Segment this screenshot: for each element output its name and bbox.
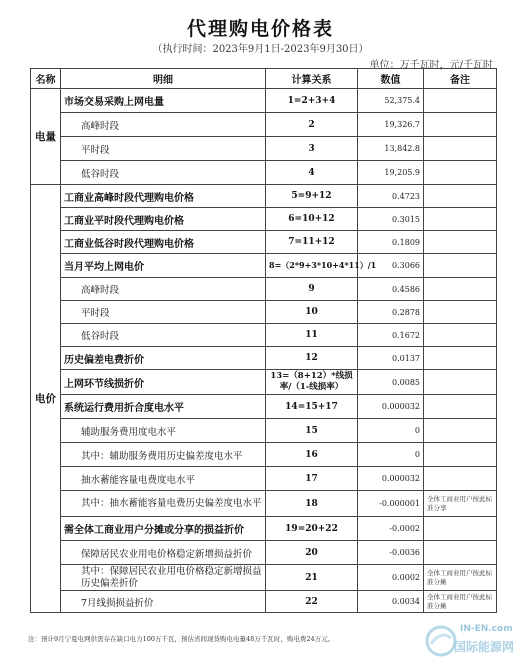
- row-note: [424, 370, 497, 395]
- row-formula: 17: [266, 467, 358, 491]
- header-value: 数值: [358, 69, 424, 89]
- row-value: 19,205.9: [358, 161, 424, 185]
- row-formula: 11: [266, 324, 358, 347]
- row-detail: 市场交易采购上网电量: [61, 89, 266, 113]
- row-formula: 6=10+12: [266, 208, 358, 231]
- row-value: 0.0034: [358, 591, 424, 613]
- globe-icon: [424, 624, 458, 658]
- row-value: -0.0002: [358, 517, 424, 541]
- table-row: [31, 517, 497, 541]
- row-value: 0.0137: [358, 347, 424, 370]
- table-row: [31, 113, 497, 137]
- table-row: [31, 443, 497, 467]
- table-row: [31, 467, 497, 491]
- row-detail: 其中：保障居民农业用电价格稳定新增损益历史偏差折价: [61, 565, 266, 591]
- row-note: 全体工商业用户按此标准分摊: [424, 591, 497, 613]
- row-note: [424, 443, 497, 467]
- footnote: 注：预计9月宁夏电网供需存在缺口电力100万千瓦，预估省间现货购电电量48万千瓦时，购电费24万元。: [28, 635, 335, 643]
- row-note: [424, 185, 497, 208]
- row-note: [424, 254, 497, 278]
- row-detail: 需全体工商业用户分摊或分享的损益折价: [61, 517, 266, 541]
- row-formula: 9: [266, 278, 358, 301]
- row-note: [424, 541, 497, 565]
- row-note: 全体工商业用户按此标准分摊: [424, 565, 497, 591]
- row-note: [424, 395, 497, 419]
- row-detail: 辅助服务费用度电水平: [61, 419, 266, 443]
- row-value: 0.0002: [358, 565, 424, 591]
- table-row: [31, 347, 497, 370]
- row-formula: 12: [266, 347, 358, 370]
- header-formula: 计算关系: [266, 69, 358, 89]
- row-value: 0.000032: [358, 467, 424, 491]
- row-detail: 工商业高峰时段代理购电价格: [61, 185, 266, 208]
- group-label-electricity: 电量: [31, 89, 61, 185]
- row-note: [424, 137, 497, 161]
- row-detail: 抽水蓄能容量电费度电水平: [61, 467, 266, 491]
- row-formula: 4: [266, 161, 358, 185]
- row-note: [424, 301, 497, 324]
- row-detail: 历史偏差电费折价: [61, 347, 266, 370]
- table-row: [31, 301, 497, 324]
- row-formula: 2: [266, 113, 358, 137]
- row-detail: 保障居民农业用电价格稳定新增损益折价: [61, 541, 266, 565]
- table-row: [31, 541, 497, 565]
- row-formula: 21: [266, 565, 358, 591]
- row-formula: 19=20+22: [266, 517, 358, 541]
- row-detail: 工商业平时段代理购电价格: [61, 208, 266, 231]
- row-value: 52,375.4: [358, 89, 424, 113]
- watermark-logo: [424, 618, 514, 664]
- row-note: [424, 278, 497, 301]
- row-note: [424, 419, 497, 443]
- row-value: 0.3015: [358, 208, 424, 231]
- row-value: 0.0085: [358, 370, 424, 395]
- table-row: [31, 395, 497, 419]
- header-detail: 明细: [61, 69, 266, 89]
- row-detail: 7月线损损益折价: [61, 591, 266, 613]
- row-detail: 工商业低谷时段代理购电价格: [61, 231, 266, 254]
- table-row: [31, 591, 497, 613]
- row-value: -0.000001: [358, 491, 424, 517]
- row-formula: 18: [266, 491, 358, 517]
- row-formula: 10: [266, 301, 358, 324]
- row-detail: 低谷时段: [61, 324, 266, 347]
- page-title: 代理购电价格表: [186, 18, 334, 40]
- table-row: [31, 324, 497, 347]
- table-header-row: [31, 69, 497, 89]
- row-note: [424, 231, 497, 254]
- row-detail: 上网环节线损折价: [61, 370, 266, 395]
- row-detail: 系统运行费用折合度电水平: [61, 395, 266, 419]
- table-row: [31, 254, 497, 278]
- row-formula: 1=2+3+4: [266, 89, 358, 113]
- row-detail: 平时段: [61, 137, 266, 161]
- row-formula: 20: [266, 541, 358, 565]
- row-value: 0: [358, 419, 424, 443]
- row-value: 19,326.7: [358, 113, 424, 137]
- row-note: [424, 467, 497, 491]
- row-value: 0: [358, 443, 424, 467]
- row-formula: 14=15+17: [266, 395, 358, 419]
- watermark-domain: IN-EN.com: [460, 624, 513, 634]
- table-row: [31, 185, 497, 208]
- table-row: [31, 278, 497, 301]
- row-detail: 其中：抽水蓄能容量电费历史偏差度电水平: [61, 491, 266, 517]
- table-row: [31, 370, 497, 395]
- row-detail: 高峰时段: [61, 113, 266, 137]
- row-formula: 3: [266, 137, 358, 161]
- price-table: [30, 68, 497, 613]
- table-row: [31, 419, 497, 443]
- row-detail: 低谷时段: [61, 161, 266, 185]
- row-formula: 8=（2*9+3*10+4*11）/1: [266, 254, 358, 278]
- header-note: 备注: [424, 69, 497, 89]
- group-label-price: 电价: [31, 185, 61, 613]
- row-note: [424, 517, 497, 541]
- row-detail: 高峰时段: [61, 278, 266, 301]
- row-value: 0.4723: [358, 185, 424, 208]
- row-note: [424, 89, 497, 113]
- row-value: 0.000032: [358, 395, 424, 419]
- effective-period: （执行时间：2023年9月1日-2023年9月30日）: [152, 44, 369, 55]
- table-row: [31, 231, 497, 254]
- row-value: 13,842.8: [358, 137, 424, 161]
- row-value: 0.2878: [358, 301, 424, 324]
- row-formula: 16: [266, 443, 358, 467]
- row-detail: 平时段: [61, 301, 266, 324]
- table-row: [31, 137, 497, 161]
- row-value: 0.1672: [358, 324, 424, 347]
- row-formula: 7=11+12: [266, 231, 358, 254]
- row-formula: 22: [266, 591, 358, 613]
- header-name: 名称: [31, 69, 61, 89]
- table-row: [31, 208, 497, 231]
- row-note: [424, 347, 497, 370]
- watermark-brand: 国际能源网: [454, 640, 515, 654]
- row-formula: 5=9+12: [266, 185, 358, 208]
- row-formula: 13=（8+12）*线损率/（1-线损率）: [266, 370, 358, 395]
- row-note: 全体工商业用户按此标准分享: [424, 491, 497, 517]
- unit-label: 单位：万千瓦时，元/千瓦时: [369, 60, 493, 71]
- row-detail: 其中：辅助服务费用历史偏差度电水平: [61, 443, 266, 467]
- row-note: [424, 113, 497, 137]
- row-value: 0.1809: [358, 231, 424, 254]
- row-value: -0.0036: [358, 541, 424, 565]
- row-note: [424, 161, 497, 185]
- row-value: 0.4586: [358, 278, 424, 301]
- table-row: [31, 491, 497, 517]
- table-row: [31, 89, 497, 113]
- row-detail: 当月平均上网电价: [61, 254, 266, 278]
- row-formula: 15: [266, 419, 358, 443]
- table-row: [31, 161, 497, 185]
- row-note: [424, 324, 497, 347]
- row-note: [424, 208, 497, 231]
- row-value: 0.3066: [358, 254, 424, 278]
- table-row: [31, 565, 497, 591]
